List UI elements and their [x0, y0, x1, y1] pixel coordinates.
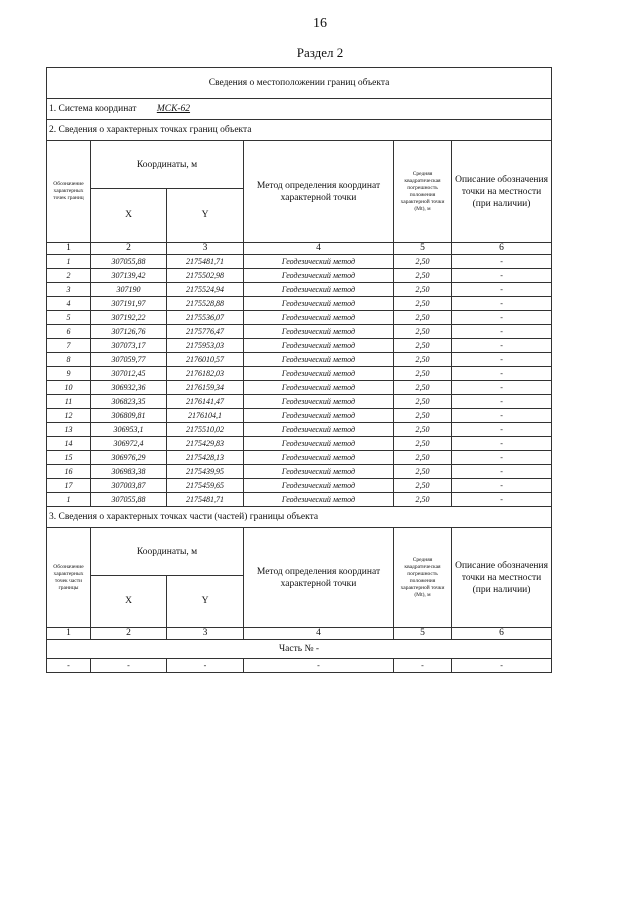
col-point: 16 — [47, 465, 91, 479]
col-error: 2,50 — [394, 269, 452, 283]
col-y: 2175528,88 — [167, 297, 244, 311]
header3-point: Обозначение характерных точек части границы — [47, 528, 91, 628]
header3-x: X — [91, 576, 167, 628]
table-row — [47, 493, 552, 507]
col-y: 2176010,57 — [167, 353, 244, 367]
col-x: 306972,4 — [91, 437, 167, 451]
col-method: - — [244, 659, 394, 673]
col-method: Геодезический метод — [244, 353, 394, 367]
coord-system-value: МСК-62 — [156, 103, 191, 114]
header3-coords: Координаты, м — [91, 528, 244, 576]
header-method: Метод определения координат характерной точки — [244, 141, 394, 243]
section2-title: 2. Сведения о характерных точках границ объекта — [47, 120, 552, 141]
col-desc: - — [452, 339, 552, 353]
col-error: 2,50 — [394, 311, 452, 325]
header-y: Y — [167, 189, 244, 243]
col-error: 2,50 — [394, 325, 452, 339]
col-desc: - — [452, 437, 552, 451]
table-row — [47, 465, 552, 479]
table-row — [47, 409, 552, 423]
col-method: Геодезический метод — [244, 325, 394, 339]
table-row — [47, 395, 552, 409]
table-row — [47, 269, 552, 283]
col-desc: - — [452, 297, 552, 311]
header3-desc: Описание обозначения точки на местности (при наличии) — [452, 528, 552, 628]
column-numbers-row — [47, 243, 552, 255]
col-point: 7 — [47, 339, 91, 353]
col-point: 13 — [47, 423, 91, 437]
col-desc: - — [452, 367, 552, 381]
col-x: 307073,17 — [91, 339, 167, 353]
col-desc: - — [452, 493, 552, 507]
col-x: 307191,97 — [91, 297, 167, 311]
col-y: 2176159,34 — [167, 381, 244, 395]
header-coords: Координаты, м — [91, 141, 244, 189]
col-method: Геодезический метод — [244, 269, 394, 283]
section3-title: 3. Сведения о характерных точках части (частей) границы объекта — [47, 507, 552, 528]
col-x: 307055,88 — [91, 493, 167, 507]
col-desc: - — [452, 409, 552, 423]
column-numbers-row-3 — [47, 628, 552, 640]
col-x: 306823,35 — [91, 395, 167, 409]
table-row — [47, 423, 552, 437]
section3-row — [47, 507, 552, 528]
col-point: 3 — [47, 283, 91, 297]
coord-system-row — [47, 99, 552, 120]
col-point: 1 — [47, 493, 91, 507]
col-error: 2,50 — [394, 493, 452, 507]
part-row — [47, 640, 552, 659]
col-x: 307012,45 — [91, 367, 167, 381]
col-x: 306809,81 — [91, 409, 167, 423]
col-y: 2175481,71 — [167, 255, 244, 269]
col-error: 2,50 — [394, 339, 452, 353]
table-title: Сведения о местоположении границ объекта — [47, 68, 552, 99]
col-desc: - — [452, 269, 552, 283]
col-x: 307126,76 — [91, 325, 167, 339]
col-point: 8 — [47, 353, 91, 367]
col-x: 307190 — [91, 283, 167, 297]
column3-number-4: 4 — [244, 628, 394, 640]
col-x: 307055,88 — [91, 255, 167, 269]
col-desc: - — [452, 381, 552, 395]
col-x: 307192,22 — [91, 311, 167, 325]
boundary-table — [46, 67, 552, 673]
col-error: 2,50 — [394, 353, 452, 367]
col-point: 1 — [47, 255, 91, 269]
col-x: 307059,77 — [91, 353, 167, 367]
col-point: 5 — [47, 311, 91, 325]
page-number: 16 — [313, 16, 327, 31]
col-desc: - — [452, 479, 552, 493]
col-y: 2176141,47 — [167, 395, 244, 409]
col-y: - — [167, 659, 244, 673]
col-error: 2,50 — [394, 283, 452, 297]
header3-error: Средняя квадратическая погрешность положения характерной точки (Mt), м — [394, 528, 452, 628]
col-point: 11 — [47, 395, 91, 409]
col-y: 2175524,94 — [167, 283, 244, 297]
col-y: 2175428,13 — [167, 451, 244, 465]
col-desc: - — [452, 353, 552, 367]
col-y: 2175459,65 — [167, 479, 244, 493]
coord-system-label: 1. Система координат — [49, 103, 137, 114]
column3-number-2: 2 — [91, 628, 167, 640]
col-method: Геодезический метод — [244, 437, 394, 451]
col-y: 2175776,47 — [167, 325, 244, 339]
header-error: Средняя квадратическая погрешность положения характерной точки (Mt), м — [394, 141, 452, 243]
col-method: Геодезический метод — [244, 381, 394, 395]
column-number-6: 6 — [452, 243, 552, 255]
col-x: 306983,38 — [91, 465, 167, 479]
col-point: 10 — [47, 381, 91, 395]
table-row — [47, 255, 552, 269]
header-desc: Описание обозначения точки на местности (при наличии) — [452, 141, 552, 243]
col-method: Геодезический метод — [244, 465, 394, 479]
column-number-4: 4 — [244, 243, 394, 255]
section3-header-row — [47, 528, 552, 576]
col-y: 2176182,03 — [167, 367, 244, 381]
col-y: 2175481,71 — [167, 493, 244, 507]
col-error: 2,50 — [394, 479, 452, 493]
col-desc: - — [452, 255, 552, 269]
col-y: 2175510,02 — [167, 423, 244, 437]
column3-number-5: 5 — [394, 628, 452, 640]
col-x: 306953,1 — [91, 423, 167, 437]
col-desc: - — [452, 659, 552, 673]
column3-number-3: 3 — [167, 628, 244, 640]
col-desc: - — [452, 395, 552, 409]
col-error: 2,50 — [394, 367, 452, 381]
table-row — [47, 367, 552, 381]
col-desc: - — [452, 283, 552, 297]
col-x: 307003,87 — [91, 479, 167, 493]
header3-method: Метод определения координат характерной точки — [244, 528, 394, 628]
col-point: 4 — [47, 297, 91, 311]
col-desc: - — [452, 423, 552, 437]
col-error: 2,50 — [394, 381, 452, 395]
col-point: 2 — [47, 269, 91, 283]
col-x: 307139,42 — [91, 269, 167, 283]
table-row — [47, 311, 552, 325]
col-method: Геодезический метод — [244, 283, 394, 297]
table-row — [47, 479, 552, 493]
col-method: Геодезический метод — [244, 493, 394, 507]
col-desc: - — [452, 311, 552, 325]
col-error: 2,50 — [394, 423, 452, 437]
col-error: 2,50 — [394, 297, 452, 311]
col-method: Геодезический метод — [244, 423, 394, 437]
col-point: 14 — [47, 437, 91, 451]
col-y: 2175953,03 — [167, 339, 244, 353]
column3-number-1: 1 — [47, 628, 91, 640]
col-point: 6 — [47, 325, 91, 339]
col-point: 9 — [47, 367, 91, 381]
table-row — [47, 339, 552, 353]
column-number-1: 1 — [47, 243, 91, 255]
col-method: Геодезический метод — [244, 367, 394, 381]
header3-y: Y — [167, 576, 244, 628]
col-y: 2176104,1 — [167, 409, 244, 423]
col-method: Геодезический метод — [244, 255, 394, 269]
header-x: X — [91, 189, 167, 243]
column-number-5: 5 — [394, 243, 452, 255]
col-error: 2,50 — [394, 437, 452, 451]
col-point: 15 — [47, 451, 91, 465]
col-error: 2,50 — [394, 395, 452, 409]
table-row — [47, 297, 552, 311]
col-x: - — [91, 659, 167, 673]
col-error: 2,50 — [394, 451, 452, 465]
table-row — [47, 325, 552, 339]
col-y: 2175429,83 — [167, 437, 244, 451]
column3-number-6: 6 — [452, 628, 552, 640]
header-point: Обозначение характерных точек границ — [47, 141, 91, 243]
column-number-3: 3 — [167, 243, 244, 255]
table-row — [47, 451, 552, 465]
col-method: Геодезический метод — [244, 395, 394, 409]
part-label: Часть № - — [47, 640, 552, 659]
col-x: 306932,36 — [91, 381, 167, 395]
col-desc: - — [452, 465, 552, 479]
col-method: Геодезический метод — [244, 339, 394, 353]
col-y: 2175439,95 — [167, 465, 244, 479]
col-x: 306976,29 — [91, 451, 167, 465]
col-point: 17 — [47, 479, 91, 493]
col-error: 2,50 — [394, 409, 452, 423]
table-row — [47, 437, 552, 451]
column-number-2: 2 — [91, 243, 167, 255]
col-y: 2175536,07 — [167, 311, 244, 325]
col-method: Геодезический метод — [244, 311, 394, 325]
col-error: 2,50 — [394, 465, 452, 479]
table-row — [47, 659, 552, 673]
col-desc: - — [452, 451, 552, 465]
col-method: Геодезический метод — [244, 451, 394, 465]
col-error: 2,50 — [394, 255, 452, 269]
col-method: Геодезический метод — [244, 479, 394, 493]
col-y: 2175502,98 — [167, 269, 244, 283]
section-title: Раздел 2 — [296, 45, 344, 60]
table-row — [47, 283, 552, 297]
table-row — [47, 381, 552, 395]
col-method: Геодезический метод — [244, 409, 394, 423]
col-point: - — [47, 659, 91, 673]
table-row — [47, 353, 552, 367]
col-method: Геодезический метод — [244, 297, 394, 311]
col-desc: - — [452, 325, 552, 339]
col-point: 12 — [47, 409, 91, 423]
col-error: - — [394, 659, 452, 673]
